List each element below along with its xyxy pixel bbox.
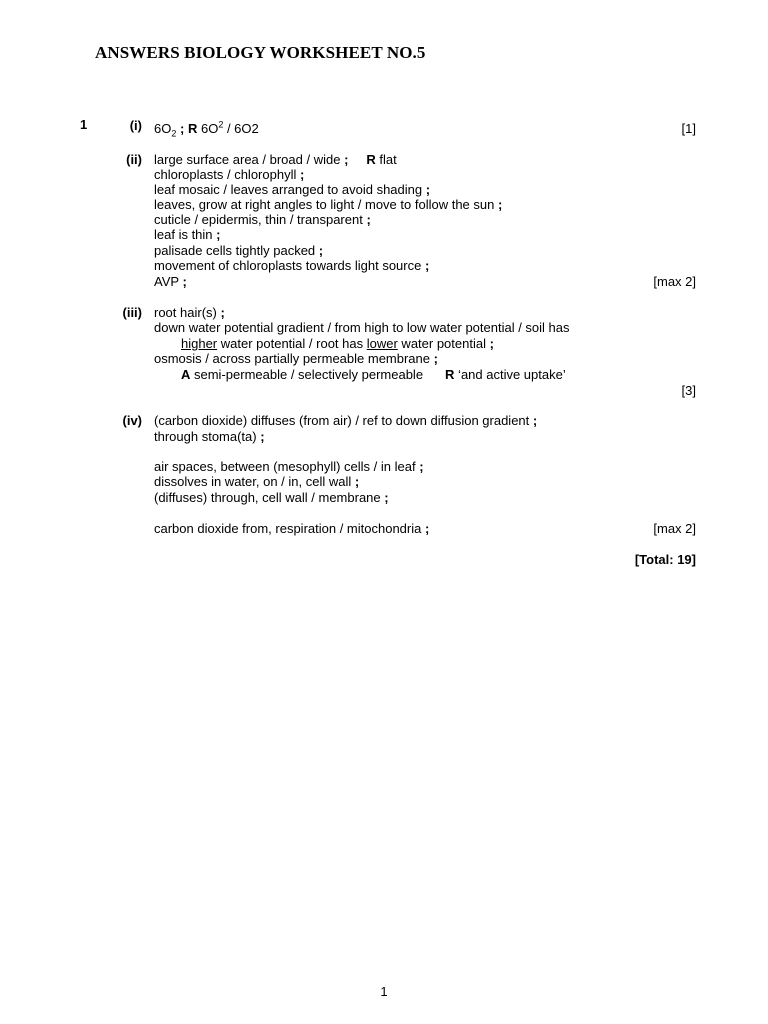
part-iii-line [154, 305, 225, 320]
part-ii-line [154, 227, 221, 242]
part-ii-line [154, 243, 323, 258]
part-iii-label: (iii) [122, 305, 142, 320]
answer-text: (carbon dioxide) diffuses (from air) / ref to down diffusion gradient [154, 413, 530, 428]
semicolon: ; [424, 521, 430, 536]
page-number: 1 [380, 984, 388, 999]
answer-text: root hair(s) [154, 305, 217, 320]
semicolon: ; [344, 152, 349, 167]
part-iv-label: (iv) [122, 413, 142, 428]
reject-text: ‘and active uptake’ [454, 367, 566, 382]
part-ii-label: (ii) [126, 152, 142, 167]
reject-marker: R [187, 121, 198, 136]
reject-text: 6O [200, 121, 219, 136]
part-iv-line [154, 521, 429, 536]
part-iii-line [154, 351, 438, 366]
part-iv-mark: [max 2] [653, 521, 696, 536]
reject-marker: R [445, 367, 455, 382]
part-iv-line [154, 474, 359, 489]
part-ii-mark: [max 2] [653, 274, 696, 289]
semicolon: ; [179, 121, 185, 136]
part-ii-line [154, 274, 187, 289]
part-iii-mark: [3] [681, 383, 696, 398]
semicolon: ; [425, 182, 431, 197]
answer-text: (diffuses) through, cell wall / membrane [154, 490, 381, 505]
part-iv-line [154, 413, 537, 428]
semicolon: ; [220, 305, 225, 320]
semicolon: ; [419, 459, 424, 474]
part-i-label: (i) [129, 118, 142, 133]
part-iv-line [154, 459, 424, 474]
part-iii-line [181, 336, 494, 351]
semicolon: ; [318, 243, 324, 258]
part-i-mark: [1] [681, 121, 696, 136]
semicolon: ; [216, 227, 221, 242]
question-number: 1 [80, 117, 88, 132]
underlined-text: higher [181, 336, 218, 351]
underlined-text: lower [366, 336, 398, 351]
semicolon: ; [384, 490, 389, 505]
subscript: 2 [171, 128, 177, 139]
semicolon: ; [354, 474, 360, 489]
answer-text: movement of chloroplasts towards light source [154, 258, 422, 273]
answer-text: through stoma(ta) [154, 429, 257, 444]
part-i-answer [154, 119, 259, 139]
answer-text: cuticle / epidermis, thin / transparent [154, 212, 363, 227]
answer-text: dissolves in water, on / in, cell wall [154, 474, 352, 489]
answer-text: water potential [397, 336, 486, 351]
part-ii-line [154, 212, 371, 227]
answer-text: palisade cells tightly packed [154, 243, 316, 258]
answer-text: water potential / root has [217, 336, 367, 351]
reject-marker: R [366, 152, 376, 167]
answer-text: leaf mosaic / leaves arranged to avoid shading [154, 182, 423, 197]
superscript: 2 [218, 119, 224, 130]
semicolon: ; [366, 212, 371, 227]
page-title: ANSWERS BIOLOGY WORKSHEET NO.5 [95, 43, 426, 62]
semicolon: ; [497, 197, 503, 212]
answer-text: osmosis / across partially permeable membrane [154, 351, 430, 366]
reject-text: / 6O2 [223, 121, 259, 136]
answer-text: 6O [154, 121, 172, 136]
semicolon: ; [489, 336, 494, 351]
answer-text: air spaces, between (mesophyll) cells / in leaf [154, 459, 416, 474]
semicolon: ; [424, 258, 430, 273]
part-ii-line [154, 152, 397, 167]
semicolon: ; [299, 167, 305, 182]
reject-text: flat [375, 152, 397, 167]
semicolon: ; [433, 351, 438, 366]
accept-text: semi-permeable / selectively permeable [190, 367, 424, 382]
answer-text: down water potential gradient / from high to low water potential / soil has [154, 320, 570, 335]
answer-text: leaf is thin [154, 227, 213, 242]
total-marks: [Total: 19] [634, 552, 696, 567]
semicolon: ; [532, 413, 538, 428]
answer-text: leaves, grow at right angles to light / move to follow the sun [154, 197, 495, 212]
semicolon: ; [260, 429, 265, 444]
part-ii-line [154, 258, 429, 273]
answer-text: AVP [154, 274, 179, 289]
part-ii-line [154, 197, 502, 212]
answer-text: carbon dioxide from, respiration / mitochondria [154, 521, 422, 536]
accept-marker: A [181, 367, 191, 382]
part-iv-line [154, 429, 265, 444]
part-iii-line [154, 320, 570, 335]
semicolon: ; [182, 274, 187, 289]
part-iv-line [154, 490, 389, 505]
part-iii-line [181, 367, 566, 382]
part-ii-line [154, 182, 430, 197]
part-ii-line [154, 167, 304, 182]
answer-text: chloroplasts / chlorophyll [154, 167, 297, 182]
answer-text: large surface area / broad / wide [154, 152, 345, 167]
